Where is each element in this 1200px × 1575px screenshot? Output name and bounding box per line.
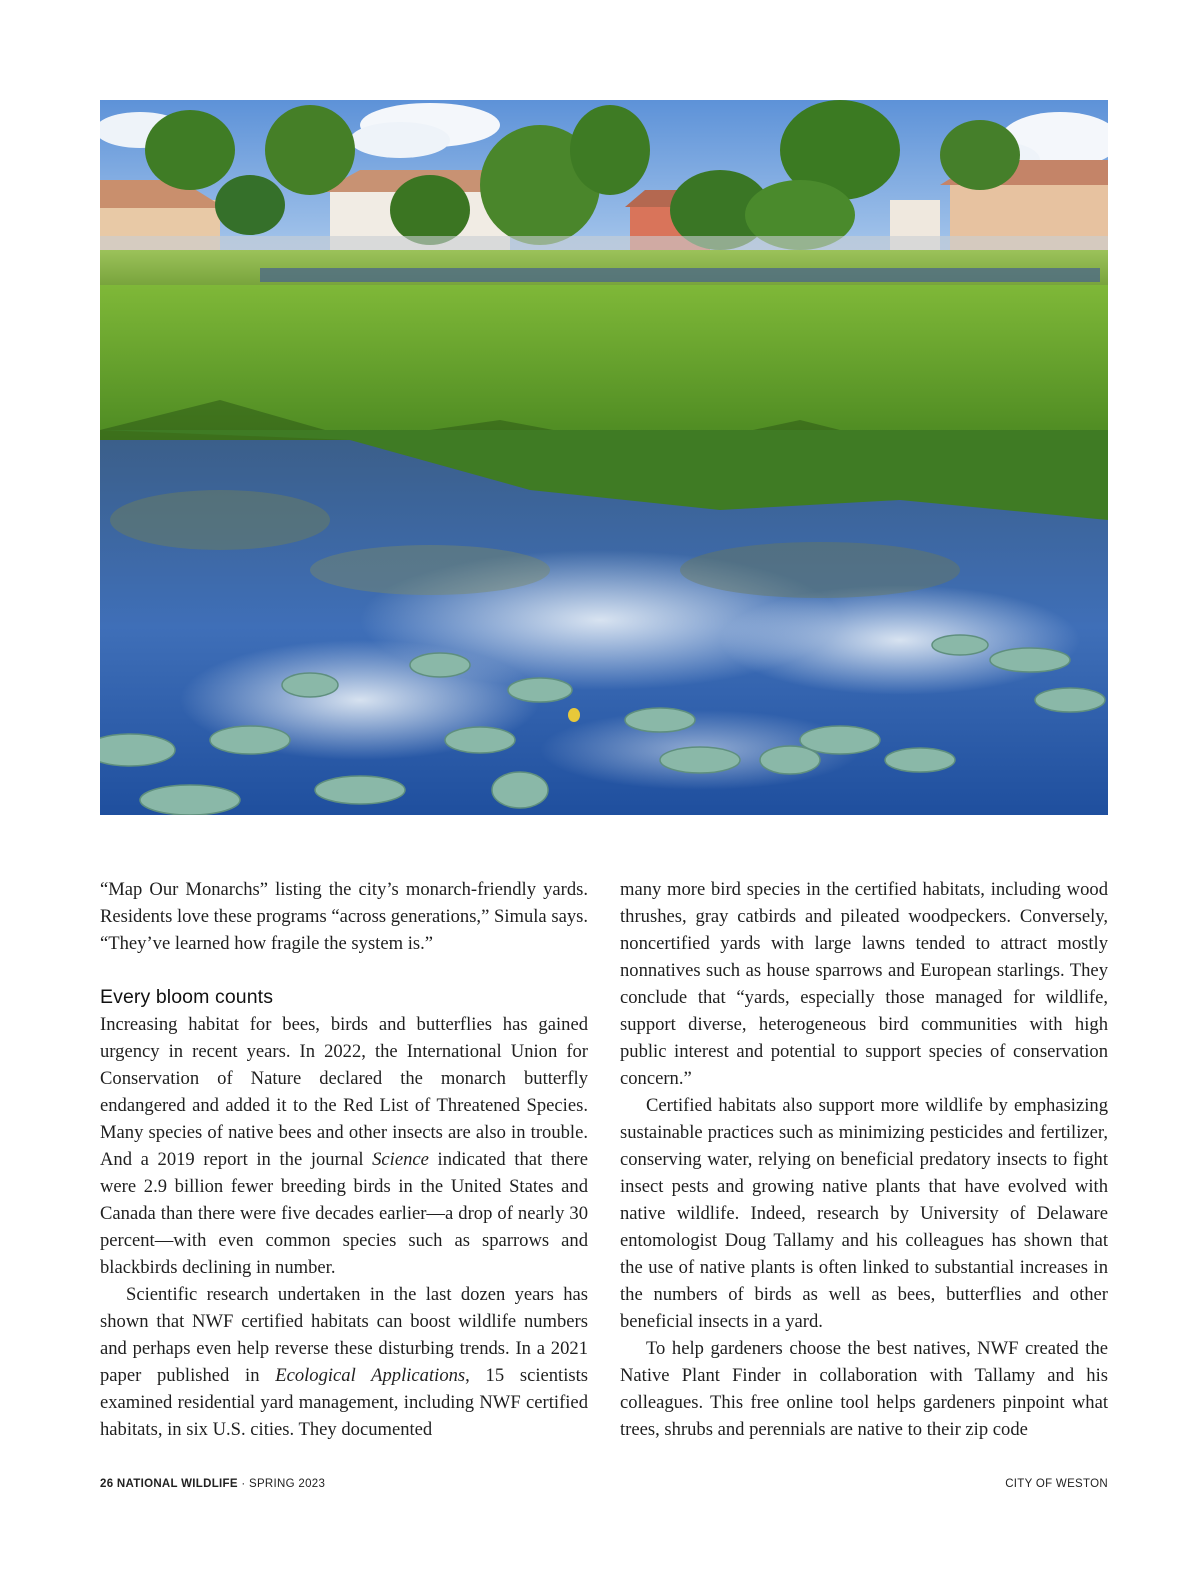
paragraph	[100, 1281, 588, 1443]
wetland-photo	[100, 100, 1108, 815]
paragraph-text: indicated that there were 2.9 billion fewer breeding birds in the United States and Canada than there were five decades earlier—a drop of nearly 30 percent—with even common species such as sparrows and blackbirds declining in number.	[100, 1149, 588, 1278]
page-number: 26	[100, 1478, 114, 1490]
issue-label: SPRING 2023	[248, 1478, 326, 1490]
journal-title: Science	[372, 1149, 429, 1170]
paragraph	[100, 1011, 588, 1281]
paragraph-text: , 15 scientists examined residential yard management, including NWF certified habitats, in six U.S. cities. They documented	[100, 1365, 589, 1440]
footer-right: CITY OF WESTON	[1005, 1478, 1108, 1490]
paragraph-text: Increasing habitat for bees, birds and butterflies has gained urgency in recent years. In 2022, the International Union for Conservation of Nature declared the monarch butterfly endangered and added it to the Red List of Threatened Species. Many species of native bees and other insects are also in trouble. And a 2019 report in the journal	[100, 1014, 588, 1170]
paragraph-text: Scientific research undertaken in the last dozen years has shown that NWF certified habitats can boost wildlife numbers and perhaps even help reverse these disturbing trends. In a 2021 paper published in	[100, 1284, 588, 1386]
paragraph: many more bird species in the certified habitats, including wood thrushes, gray catbirds and pileated woodpeckers. Conversely, noncertified yards with large lawns tended to attract mostly nonnatives such as house sparrows and European starlings. They conclude that “yards, especially those managed for wildlife, support diverse, heterogeneous bird communities with high public interest and potential to support species of conservation concern.”	[620, 879, 1108, 1089]
footer-separator: ·	[241, 1478, 246, 1490]
right-column	[620, 876, 1108, 1443]
journal-title: Ecological Applications	[275, 1365, 466, 1386]
left-column	[100, 876, 588, 1443]
paragraph: “Map Our Monarchs” listing the city’s monarch-friendly yards. Residents love these programs “across generations,” Simula says. “They’ve learned how fragile the system is.”	[100, 879, 588, 954]
magazine-name: NATIONAL WILDLIFE	[116, 1478, 238, 1490]
footer-left	[100, 1478, 325, 1494]
section-heading: Every bloom counts	[100, 986, 274, 1008]
paragraph: To help gardeners choose the best natives, NWF created the Native Plant Finder in collaboration with Tallamy and his colleagues. This free online tool helps gardeners pinpoint what trees, shrubs and perennials are native to their zip code	[620, 1338, 1108, 1440]
paragraph: Certified habitats also support more wildlife by emphasizing sustainable practices such as minimizing pesticides and fertilizer, conserving water, relying on beneficial predatory insects to fight insect pests and growing native plants that have evolved with native wildlife. Indeed, research by University of Delaware entomologist Doug Tallamy and his colleagues has shown that the use of native plants is often linked to substantial increases in the numbers of birds as well as bees, butterflies and other beneficial insects in a yard.	[620, 1095, 1108, 1332]
